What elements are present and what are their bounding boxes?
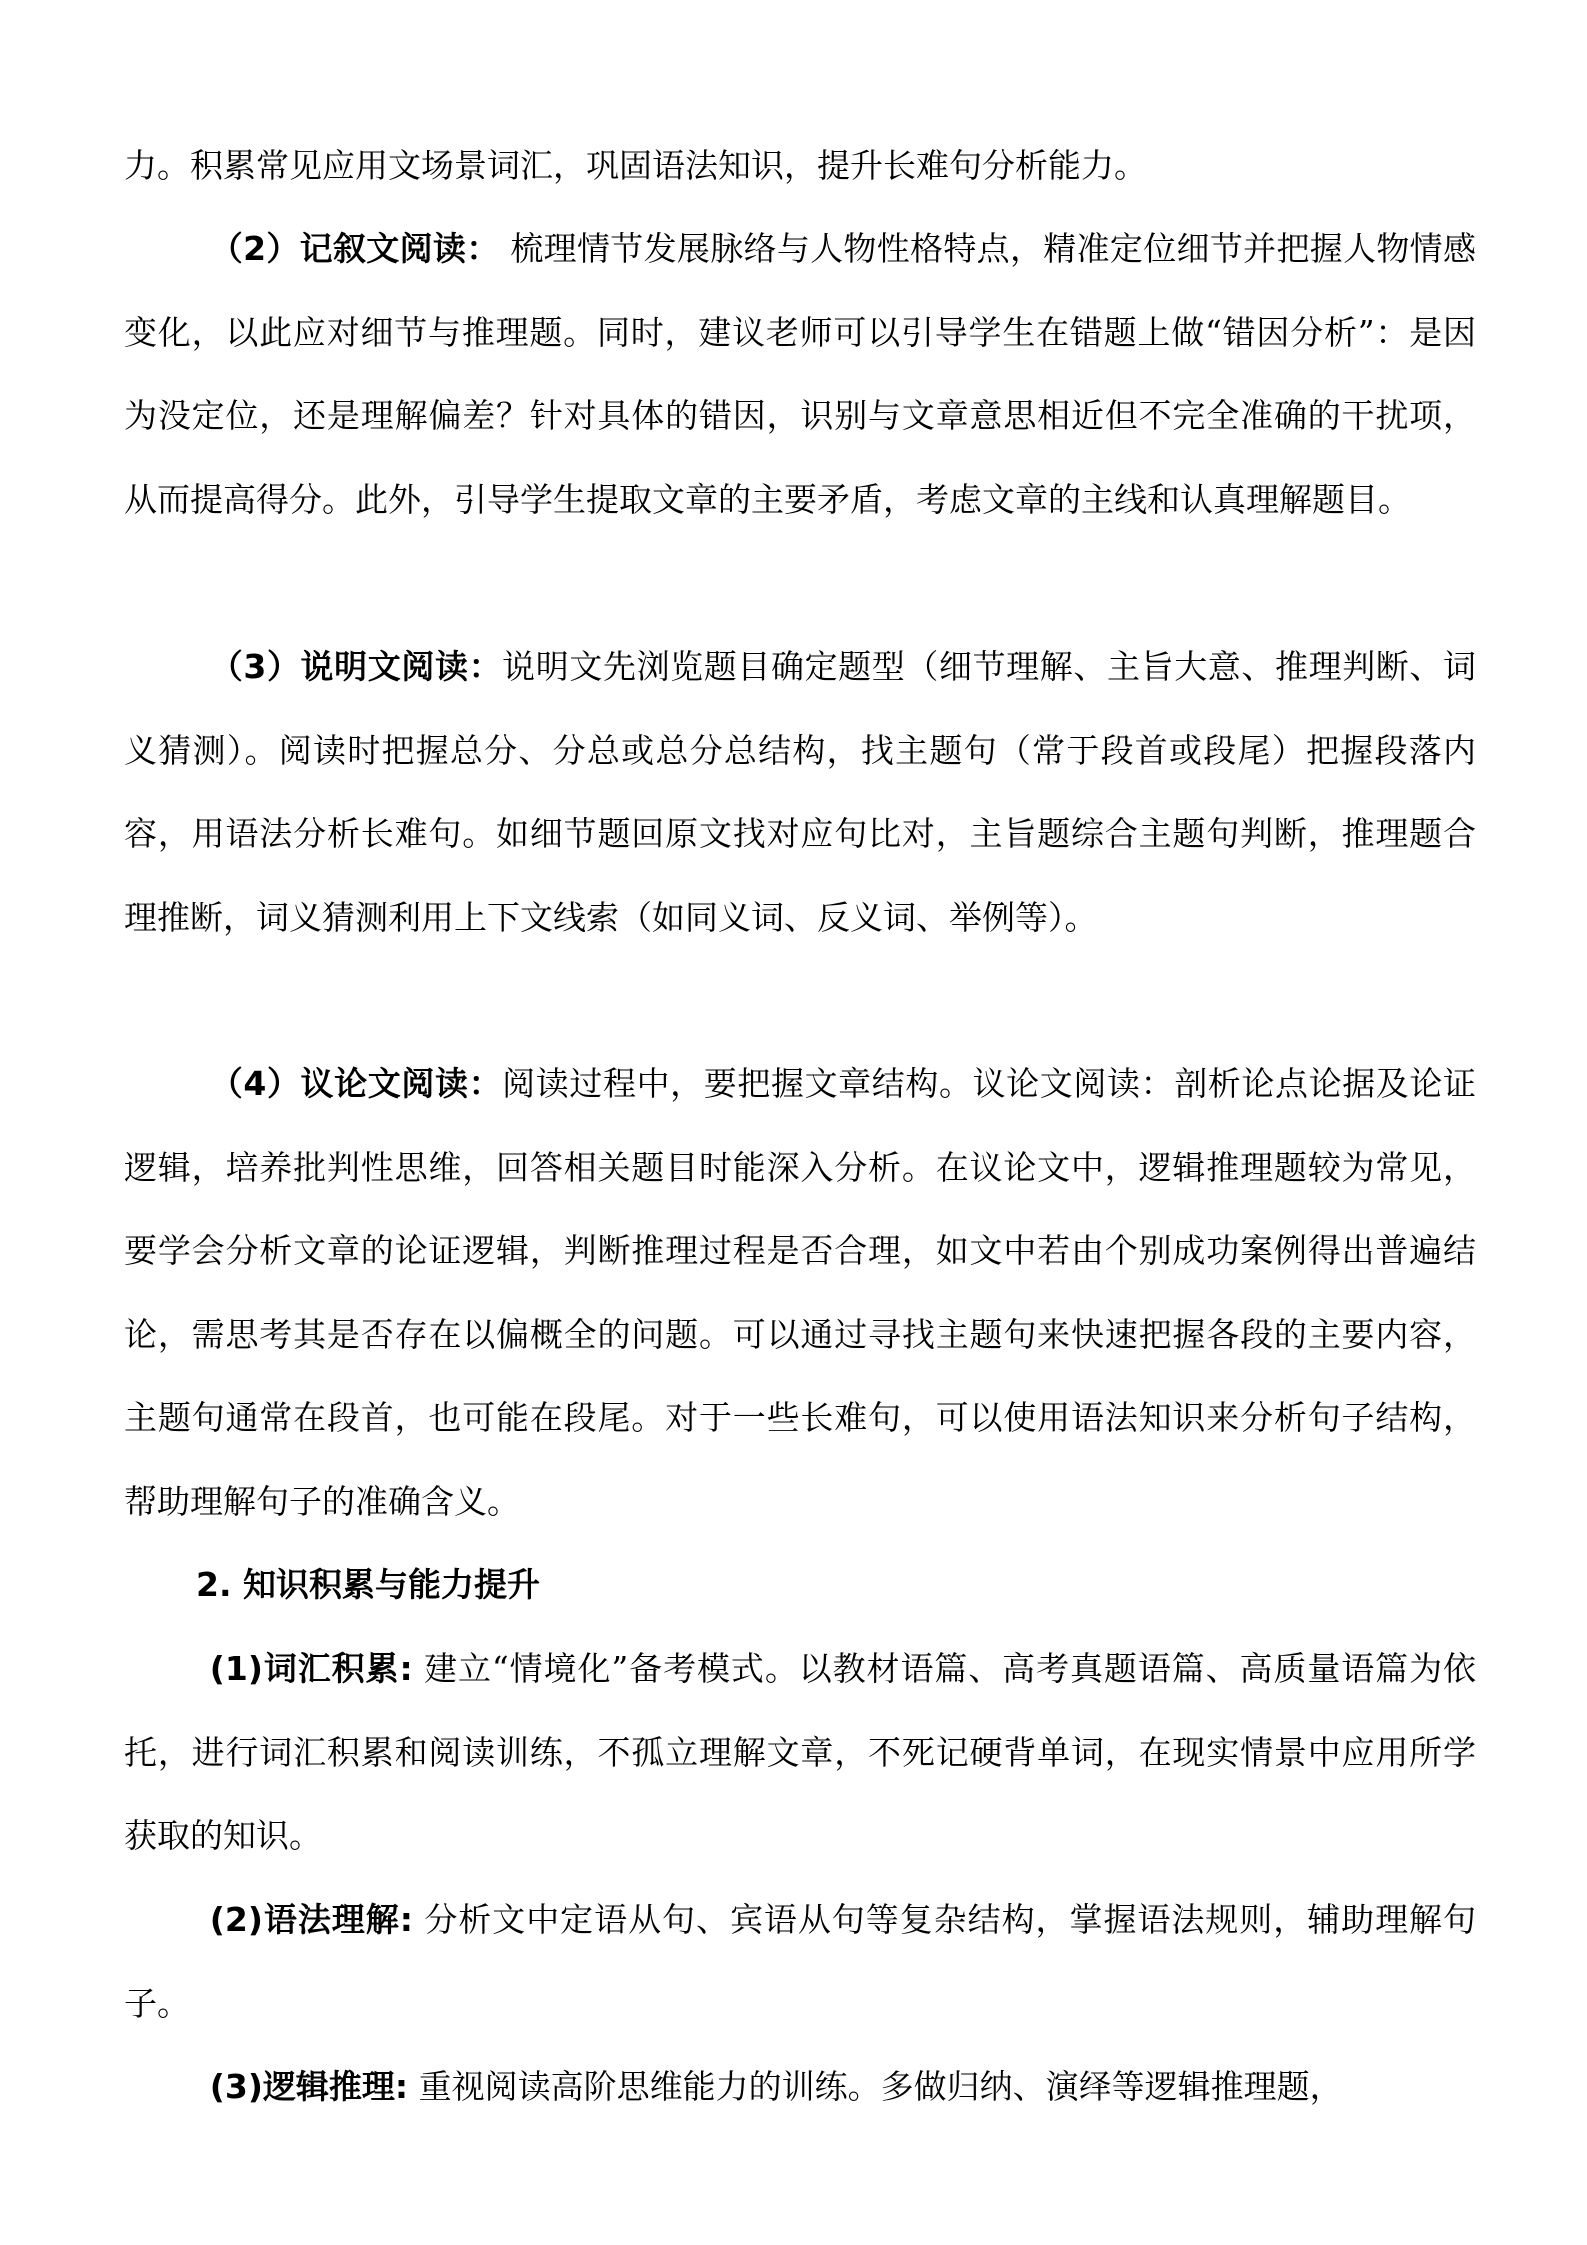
paragraph-label: （2）记叙文阅读： xyxy=(209,229,500,268)
paragraph-logic xyxy=(124,2045,1476,2129)
paragraph-label: (1)词汇积累: xyxy=(209,1649,413,1688)
paragraph-argumentative-reading xyxy=(124,1042,1476,1543)
paragraph-label: (2)语法理解: xyxy=(209,1900,413,1939)
paragraph-text: 力。积累常见应用文场景词汇，巩固语法知识，提升长难句分析能力。 xyxy=(124,146,1147,185)
paragraph-vocabulary xyxy=(124,1627,1476,1878)
paragraph-label: (3)逻辑推理: xyxy=(209,2067,409,2106)
paragraph-text: 说明文先浏览题目确定题型（细节理解、主旨大意、推理判断、词义猜测）。阅读时把握总分、分总或总分总结构，找主题句（常于段首或段尾）把握段落内容，用语法分析长难句。如细节题回原文找对应句比对，主旨题综合主题句判断，推理题合理推断，词义猜测利用上下文线索（如同义词、反义词、举例等）。 xyxy=(124,647,1476,937)
paragraph-grammar xyxy=(124,1878,1476,2045)
section-heading: 2. 知识积累与能力提升 xyxy=(196,1565,540,1604)
paragraph-label: （3）说明文阅读： xyxy=(209,647,503,686)
paragraph-expository-reading xyxy=(124,625,1476,959)
paragraph-text: 阅读过程中，要把握文章结构。议论文阅读：剖析论点论据及论证逻辑，培养批判性思维，回答相关题目时能深入分析。在议论文中，逻辑推理题较为常见，要学会分析文章的论证逻辑，判断推理过程是否合理，如文中若由个别成功案例得出普遍结论，需思考其是否存在以偏概全的问题。可以通过寻找主题句来快速把握各段的主要内容，主题句通常在段首，也可能在段尾。对于一些长难句，可以使用语法知识来分析句子结构，帮助理解句子的准确含义。 xyxy=(124,1064,1476,1521)
paragraph-continuation xyxy=(124,124,1476,208)
paragraph-text: 梳理情节发展脉络与人物性格特点，精准定位细节并把握人物情感变化，以此应对细节与推理题。同时，建议老师可以引导学生在错题上做“错因分析”：是因为没定位，还是理解偏差？针对具体的错因，识别与文章意思相近但不完全准确的干扰项，从而提高得分。此外，引导学生提取文章的主要矛盾，考虑文章的主线和认真理解题目。 xyxy=(124,229,1476,519)
paragraph-text: 分析文中定语从句、宾语从句等复杂结构，掌握语法规则，辅助理解句子。 xyxy=(124,1900,1476,2023)
paragraph-text: 重视阅读高阶思维能力的训练。多做归纳、演绎等逻辑推理题， xyxy=(408,2067,1343,2106)
paragraph-label: （4）议论文阅读： xyxy=(209,1064,503,1103)
paragraph-narrative-reading xyxy=(124,207,1476,541)
paragraph-text: 建立“情境化”备考模式。以教材语篇、高考真题语篇、高质量语篇为依托，进行词汇积累和阅读训练，不孤立理解文章，不死记硬背单词，在现实情景中应用所学获取的知识。 xyxy=(124,1649,1476,1855)
